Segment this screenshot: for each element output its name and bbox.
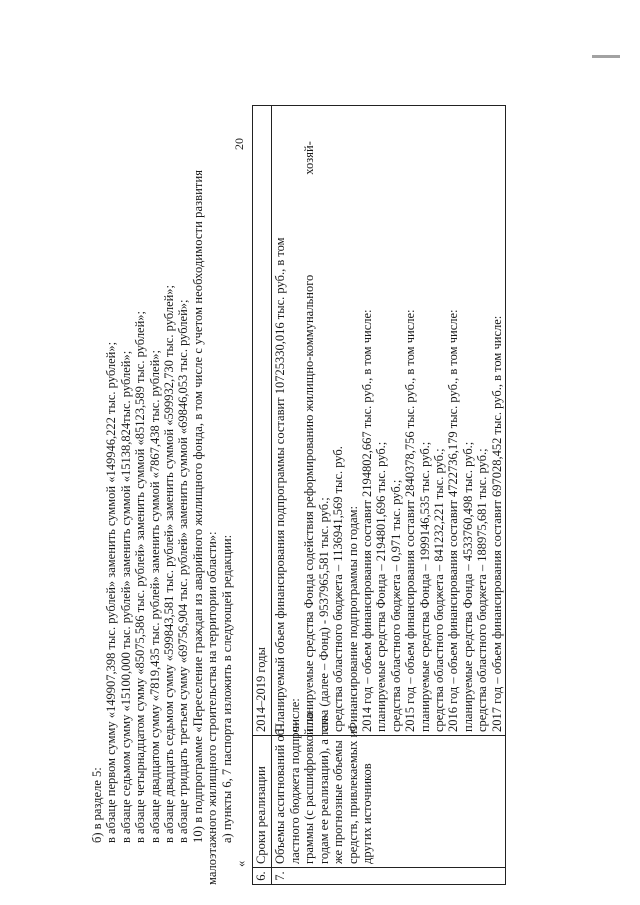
section-heading: б) в разделе 5:	[90, 767, 104, 843]
value-line-tail: хозяй-	[302, 141, 317, 175]
amendment-text	[90, 105, 248, 885]
row-name-line: же прогнозные объемы	[331, 740, 346, 864]
scan-mark	[592, 55, 620, 58]
passport-table	[252, 105, 506, 885]
page-number: 20	[232, 138, 246, 150]
row-value: 2014–2019 годы	[253, 106, 272, 736]
rotated-document-content	[90, 105, 504, 885]
row-name-line: средств, привлекаемых из	[345, 725, 360, 864]
table-row	[272, 106, 506, 885]
value-line: 2016 год – объем финансирования составит 4722736,179 тыс. руб., в том числе:	[446, 309, 461, 732]
amendment-line: в абзаце четырнадцатом сумму «85075,586 тыс. рублей» заменить суммой «85123,589 тыс. рублей»;	[133, 310, 148, 843]
value-line: 2017 год – объем финансирования составит 697028,452 тыс. руб., в том числе:	[489, 315, 504, 732]
amendment-line: в абзаце тридцать третьем сумму «69756,904 тыс. рублей» заменить суммой «69846,053 тыс. рублей»;	[176, 299, 191, 843]
row-name-line: Объемы ассигнований об-	[273, 724, 288, 864]
value-line: 2015 год – объем финансирования составит 2840378,756 тыс. руб., в том числе:	[403, 309, 418, 732]
value-line: планируемые средства Фонда – 2194801,696 тыс. руб.;	[374, 441, 389, 732]
value-line	[302, 109, 316, 732]
value-line: ства (далее – Фонд) - 9537965,581 тыс. руб.;	[316, 497, 331, 732]
point-10-line: 10) в подпрограмме «Переселение граждан из аварийного жилищного фонда, в том числе с учетом необходимости развития	[190, 169, 205, 843]
row-number: 7.	[272, 868, 506, 885]
point-10-continuation: малоэтажного жилищного строительства на территории области»:	[205, 531, 220, 885]
amendment-line: в абзаце двадцать седьмом сумму «599843,581 тыс. рублей» заменить суммой «599932,730 тыс. рублей»;	[162, 284, 177, 843]
value-line: 2014 год – объем финансирования составит 2194802,667 тыс. руб., в том числе:	[359, 309, 374, 732]
value-line: средства областного бюджета – 188975,681 тыс. руб.;	[475, 448, 490, 732]
value-line: планируемые средства Фонда – 4533760,498 тыс. руб.;	[460, 441, 475, 732]
row-number: 6.	[253, 868, 272, 885]
value-line: средства областного бюджета – 0,971 тыс. руб.;	[388, 479, 403, 732]
point-a-line: а) пункты 6, 7 паспорта изложить в следующей редакции:	[219, 534, 234, 843]
value-line: средства областного бюджета – 1136941,569 тыс. руб.	[331, 446, 346, 732]
value-line: числе:	[287, 698, 302, 732]
amendment-line: в абзаце первом сумму «149907,398 тыс. рублей» заменить суммой «149946,222 тыс. рублей»;	[104, 341, 119, 843]
row-value	[272, 106, 506, 736]
row-name-line: других источников	[359, 763, 374, 864]
value-line: средства областного бюджета – 841232,221 тыс. руб.;	[431, 448, 446, 732]
amendment-line: в абзаце седьмом сумму «15100,000 тыс. рублей» заменить суммой «15138,824тыс. рублей»;	[118, 350, 133, 843]
table-row	[253, 106, 272, 885]
row-name: Сроки реализации	[253, 736, 272, 868]
value-line: Планируемый объем финансирования подпрограммы составит 10725330,016 тыс. руб., в том	[273, 237, 288, 732]
value-line: планируемые средства Фонда – 1999146,535 тыс. руб.;	[417, 441, 432, 732]
opening-quote: «	[234, 860, 249, 867]
row-name-line: годам ее реализации), а так-	[316, 714, 331, 864]
value-line-text: планируемые средства Фонда содействия реформированию жилищно-коммунального	[302, 274, 317, 732]
amendment-line: в абзаце двадцатом сумму «7819,435 тыс. рублей» заменить суммой «7867,438 тыс. рублей»;	[147, 350, 162, 843]
row-name-line: граммы (с расшифровкой по	[302, 712, 317, 864]
value-line: Финансирование подпрограммы по годам:	[345, 505, 360, 732]
row-name-line: ластного бюджета подпро-	[287, 722, 302, 864]
